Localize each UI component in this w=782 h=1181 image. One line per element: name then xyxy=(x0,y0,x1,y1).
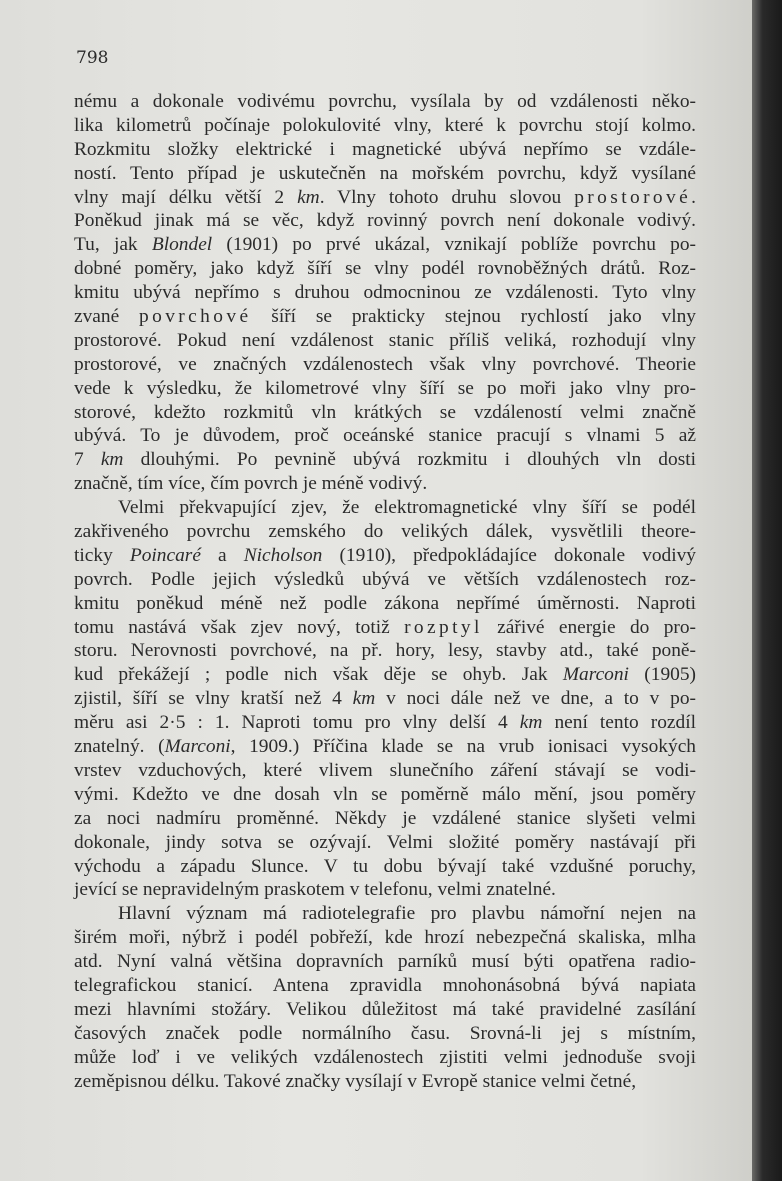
italic-text: km xyxy=(297,186,320,208)
text-line: vede k výsledku, že kilometrové vlny šíří se po moři jako vlny pro- xyxy=(74,377,696,399)
text-line: Rozkmitu složky elektrické i magnetické ubývá nepřímo se vzdále- xyxy=(74,138,696,160)
text-line: prostorové. Pokud není vzdálenost stanic příliš veliká, rozhodují vlny xyxy=(74,329,696,351)
text-line: dobné poměry, jako když šíří se vlny podél rovnoběžných drátů. Roz- xyxy=(74,258,696,280)
text-line: dokonale, jindy sotva se ozývají. Velmi složité poměry nastávají při xyxy=(74,831,696,853)
text-line: Tu, jak Blondel (1901) po prvé ukázal, vznikají poblíže povrchu po- xyxy=(74,234,696,256)
text-line: ností. Tento případ je uskutečněn na mořském povrchu, když vysílané xyxy=(74,162,696,184)
italic-text: Marconi xyxy=(562,664,629,686)
text-line: kud překážejí ; podle nich však děje se ohyb. Jak Marconi (1905) xyxy=(74,664,696,686)
text-line: širém moři, nýbrž i podél pobřeží, kde hrozí nebezpečná skaliska, mlha xyxy=(74,927,696,949)
text-line: kmitu ubývá nepřímo s druhou odmocninou ze vzdálenosti. Tyto vlny xyxy=(74,282,696,304)
text-line: lika kilometrů počínaje polokulovité vlny, které k povrchu stojí kolmo. xyxy=(74,114,696,136)
text-line: vlny mají délku větší 2 km. Vlny tohoto druhu slovou prostorové. xyxy=(74,186,696,208)
italic-text: km xyxy=(352,688,376,710)
text-line: prostorové, ve značných vzdálenostech však vlny povrchové. Theorie xyxy=(74,353,696,375)
italic-text: km xyxy=(519,712,543,734)
text-line: východu a západu Slunce. V tu dobu bývají také vzdušné poruchy, xyxy=(74,855,696,877)
italic-text: Blondel xyxy=(151,234,213,256)
text-line: telegrafickou stanicí. Antena zpravidla mnohonásobná bývá napiata xyxy=(74,974,696,996)
paragraph xyxy=(74,496,696,902)
paragraph xyxy=(74,90,696,496)
text-line: storu. Nerovnosti povrchové, na př. hory, lesy, stavby atd., také poně- xyxy=(74,640,696,662)
text-line: zeměpisnou délku. Takové značky vysílají v Evropě stanice velmi četné, xyxy=(74,1070,637,1092)
text-line: za noci nadmíru proměnné. Někdy je vzdálené stanice slyšeti velmi xyxy=(74,807,696,829)
italic-text: Poincaré xyxy=(129,544,201,566)
paragraph xyxy=(74,902,696,1093)
text-line: zvané povrchové šíří se prakticky stejnou rychlostí jako vlny xyxy=(74,306,696,328)
spaced-emphasis: prostorové xyxy=(574,186,692,208)
spaced-emphasis: povrchové xyxy=(139,306,252,328)
text-line: měru asi 2·5 : 1. Naproti tomu pro vlny delší 4 km není tento rozdíl xyxy=(74,712,696,734)
text-line: ticky Poincaré a Nicholson (1910), předpokládajíce dokonale vodivý xyxy=(74,544,697,566)
text-line: ubývá. To je důvodem, proč oceánské stanice pracují s vlnami 5 až xyxy=(74,425,696,447)
italic-text: Nicholson xyxy=(243,544,323,566)
text-line: Velmi překvapující zjev, že elektromagnetické vlny šíří se podél xyxy=(118,497,696,519)
text-line: může loď i ve velikých vzdálenostech zjistiti velmi jednoduše svoji xyxy=(74,1046,696,1068)
text-line: 7 km dlouhými. Po pevnině ubývá rozkmitu i dlouhých vln dosti xyxy=(74,449,697,471)
text-line: zakřiveného povrchu zemského do velikých dálek, vysvětlili theore- xyxy=(74,521,696,543)
text-line: vými. Kdežto ve dne dosah vln se poměrně málo mění, jsou poměry xyxy=(74,783,696,805)
page-number: 798 xyxy=(76,48,109,68)
italic-text: Marconi xyxy=(164,736,231,758)
text-line: znatelný. (Marconi, 1909.) Příčina klade se na vrub ionisaci vysokých xyxy=(74,736,696,758)
text-line: storové, kdežto rozkmitů vln krátkých se vzdáleností velmi značně xyxy=(74,401,696,423)
text-line: kmitu poněkud méně než podle zákona nepřímé úměrnosti. Naproti xyxy=(74,592,696,614)
text-line: povrch. Podle jejich výsledků ubývá ve větších vzdálenostech roz- xyxy=(74,568,696,590)
text-line: nému a dokonale vodivému povrchu, vysílala by od vzdálenosti něko- xyxy=(74,91,696,112)
italic-text: km xyxy=(100,449,124,471)
text-line: jevící se nepravidelným praskotem v telefonu, velmi znatelné. xyxy=(74,879,556,901)
text-line: tomu nastává však zjev nový, totiž rozptyl zářivé energie do pro- xyxy=(74,616,696,638)
body-text xyxy=(74,90,696,1093)
text-line: atd. Nyní valná většina dopravních parníků musí býti opatřena radio- xyxy=(74,951,696,973)
text-line: mezi hlavními stožáry. Velikou důležitost má také pravidelné zasílání xyxy=(74,998,696,1020)
book-spine-edge xyxy=(752,0,782,1181)
text-line: Hlavní význam má radiotelegrafie pro plavbu námořní nejen na xyxy=(118,903,696,925)
text-line: vrstev vzduchových, které vlivem slunečního záření stávají se vodi- xyxy=(74,759,696,781)
text-line: značně, tím více, čím povrch je méně vodivý. xyxy=(74,473,428,495)
text-line: Poněkud jinak má se věc, když rovinný povrch není dokonale vodivý. xyxy=(74,210,696,232)
spaced-emphasis: rozptyl xyxy=(404,616,483,638)
text-line: zjistil, šíří se vlny kratší než 4 km v noci dále než ve dne, a to v po- xyxy=(74,688,696,710)
text-line: časových značek podle normálního času. Srovná-li jej s místním, xyxy=(74,1022,696,1044)
